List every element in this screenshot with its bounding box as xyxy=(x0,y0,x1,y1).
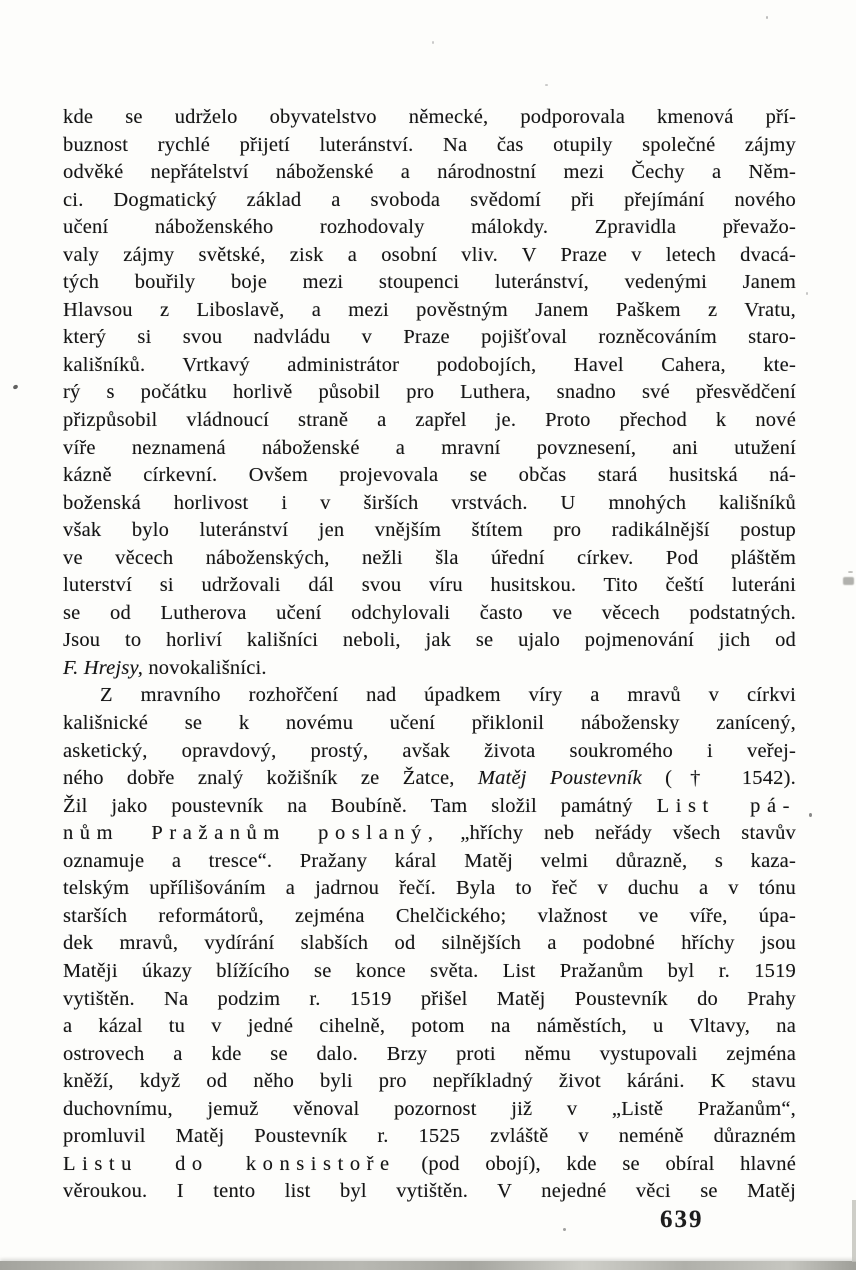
text-line xyxy=(63,903,796,931)
text-line xyxy=(63,848,796,876)
text-segment: víře neznamená náboženské a mravní povznesení, ani utužení xyxy=(63,436,796,459)
text-segment: tých bouřily boje mezi stoupenci luteránství, vedenými Janem xyxy=(63,271,796,294)
text-segment: vytištěn. Na podzim r. 1519 přišel Matěj Poustevník do Prahy xyxy=(63,987,796,1010)
text-line xyxy=(63,600,796,628)
text-segment: Hlavsou z Liboslavě, a mezi pověstným Janem Paškem z Vratu, xyxy=(63,298,796,321)
text-line xyxy=(63,738,796,766)
scan-speck xyxy=(806,292,808,295)
text-segment-spaced: List pá- xyxy=(656,794,797,817)
text-segment: Jsou to horliví kališníci neboli, jak se ujalo pojmenování jich od xyxy=(63,629,796,652)
text-line xyxy=(63,435,796,463)
scan-speck xyxy=(545,84,548,86)
text-line xyxy=(63,986,796,1014)
scan-speck xyxy=(848,571,853,573)
text-segment: ci. Dogmatický základ a svoboda svědomí při přejímání nového xyxy=(63,188,796,211)
text-segment: († 1542). xyxy=(641,767,796,790)
scan-speck xyxy=(766,16,768,19)
text-segment-spaced: nům Pražanům poslaný, xyxy=(63,822,440,845)
text-line xyxy=(63,572,796,600)
text-segment: buznost rychlé přijetí luteránství. Na čas otupily společné zájmy xyxy=(63,133,796,156)
scan-edge-bar xyxy=(0,1261,856,1270)
text-segment: ve věcech náboženských, nežli šla úřední církev. Pod pláštěm xyxy=(63,546,796,569)
text-line xyxy=(63,793,796,821)
text-segment: oznamuje a tresce“. Pražany káral Matěj velmi důrazně, s kaza- xyxy=(63,849,796,872)
page-number: 639 xyxy=(660,1206,704,1233)
text-segment-spaced: Listu do konsistoře xyxy=(63,1152,396,1175)
text-line xyxy=(63,1041,796,1069)
text-segment: však bylo luteránství jen vnějším štítem pro radikálnější postup xyxy=(63,519,796,542)
text-line xyxy=(63,1123,796,1151)
text-segment: učení náboženského rozhodovaly málokdy. Zpravidla převažo- xyxy=(63,216,796,239)
text-line xyxy=(63,407,796,435)
text-segment: starších reformátorů, zejména Chelčického; vlažnost ve víře, úpa- xyxy=(63,904,796,927)
text-segment-italic: Matěj Poustevník xyxy=(477,767,642,790)
text-segment: duchovnímu, jemuž věnoval pozornost již v „Listě Pražanům“, xyxy=(63,1097,796,1120)
text-segment: ného dobře znalý kožišník ze Žatce, xyxy=(63,767,478,790)
text-line xyxy=(63,352,796,380)
text-line xyxy=(63,1096,796,1124)
page-text xyxy=(63,104,796,1206)
text-line xyxy=(63,765,796,793)
text-segment: dek mravů, vydírání slabších od silnějších a podobné hříchy jsou xyxy=(63,932,796,955)
scan-speck xyxy=(809,813,812,817)
text-segment: Žil jako poustevník na Boubíně. Tam složil památný xyxy=(63,794,657,817)
text-line xyxy=(63,627,796,655)
text-line xyxy=(63,379,796,407)
text-line xyxy=(63,490,796,518)
text-line xyxy=(63,324,796,352)
text-segment: luterství si udržovali dál svou víru husitskou. Tito čeští luteráni xyxy=(63,574,796,597)
text-line xyxy=(63,187,796,215)
text-line xyxy=(63,159,796,187)
text-line xyxy=(63,462,796,490)
text-line xyxy=(63,1178,796,1206)
text-line xyxy=(63,930,796,958)
text-line xyxy=(63,875,796,903)
text-segment-italic: F. Hrejsy, xyxy=(63,656,144,679)
text-line xyxy=(63,242,796,270)
text-line xyxy=(63,545,796,573)
text-segment: novokališníci. xyxy=(143,656,267,679)
text-segment: promluvil Matěj Poustevník r. 1525 zvláště v neméně důrazném xyxy=(63,1125,796,1148)
text-segment: rý s počátku horlivě působil pro Luthera, snadno své přesvědčení xyxy=(63,381,796,404)
text-segment: boženská horlivost i v širších vrstvách. U mnohých kališníků xyxy=(63,491,796,514)
scan-edge-sliver xyxy=(852,1200,856,1262)
text-line xyxy=(63,682,796,710)
text-line xyxy=(63,297,796,325)
text-line xyxy=(63,655,796,683)
text-segment: odvěké nepřátelství náboženské a národnostní mezi Čechy a Něm- xyxy=(63,161,796,184)
text-segment: a kázal tu v jedné cihelně, potom na náměstích, u Vltavy, na xyxy=(63,1015,796,1038)
text-line xyxy=(63,958,796,986)
text-segment: se od Lutherova učení odchylovali často ve věcech podstatných. xyxy=(63,601,796,624)
text-line xyxy=(63,1013,796,1041)
scan-speck xyxy=(12,384,18,390)
text-line xyxy=(63,710,796,738)
text-segment: přizpůsobil vládnoucí straně a zapřel je. Proto přechod k nové xyxy=(63,409,796,432)
text-segment: „hříchy neb neřády všech stavův xyxy=(439,822,796,845)
text-line xyxy=(63,269,796,297)
text-line xyxy=(63,1151,796,1179)
text-segment: Z mravního rozhořčení nad úpadkem víry a mravů v církvi xyxy=(100,684,796,707)
text-segment: kněží, když od něho byli pro nepříkladný život káráni. K stavu xyxy=(63,1070,796,1093)
text-segment: kališníků. Vrtkavý administrátor podobojích, Havel Cahera, kte- xyxy=(63,353,796,376)
text-line xyxy=(63,214,796,242)
text-segment: asketický, opravdový, prostý, avšak života soukromého i veřej- xyxy=(63,739,796,762)
text-segment: kázně církevní. Ovšem projevovala se občas stará husitská ná- xyxy=(63,464,796,487)
text-segment: věroukou. I tento list byl vytištěn. V nejedné věci se Matěj xyxy=(63,1180,796,1203)
text-line xyxy=(63,820,796,848)
scan-speck xyxy=(843,577,854,585)
text-line xyxy=(63,517,796,545)
text-line xyxy=(63,104,796,132)
text-segment: valy zájmy světské, zisk a osobní vliv. V Praze v letech dvacá- xyxy=(63,243,796,266)
text-line xyxy=(63,132,796,160)
text-segment: kališnické se k novému učení přiklonil nábožensky zanícený, xyxy=(63,712,796,735)
text-segment: Matěji úkazy blížícího se konce světa. List Pražanům byl r. 1519 xyxy=(63,959,796,982)
text-segment: kde se udrželo obyvatelstvo německé, podporovala kmenová pří- xyxy=(63,106,796,128)
scan-speck xyxy=(563,1228,566,1231)
scan-speck xyxy=(432,41,434,44)
text-segment: telským upřílišováním a jadrnou řečí. Byla to řeč v duchu a v tónu xyxy=(63,877,796,900)
text-line xyxy=(63,1068,796,1096)
text-segment: který si svou nadvládu v Praze pojišťoval rozněcováním staro- xyxy=(63,326,796,349)
text-segment: (pod obojí), kde se obíral hlavné xyxy=(395,1152,796,1175)
text-segment: ostrovech a kde se dalo. Brzy proti němu vystupovali zejména xyxy=(63,1042,796,1065)
